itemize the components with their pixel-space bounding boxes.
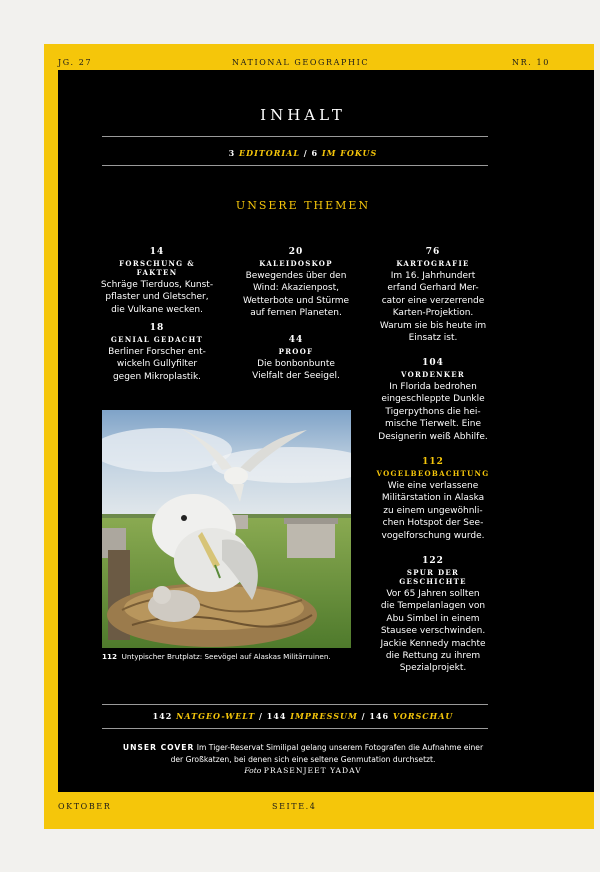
impressum-link[interactable]: IMPRESSUM [290,711,358,721]
volume-label: JG. 27 [58,58,93,67]
separator: / [303,148,308,158]
item-description: Vor 65 Jahren sollten die Tempelanlagen von Abu Simbel in einem Stausee verschwinden. Jackie Kennedy machte die Rettung zu ihrem Spezialprojekt. [380,589,486,674]
photographer-name: PRASENJEET YADAV [263,766,362,776]
item-label: KARTOGRAFIE [396,259,470,268]
separator: / [259,711,263,721]
caption-page-number: 112 [102,652,118,661]
page-number: 18 [149,323,165,333]
issue-number: NR. 10 [512,58,550,67]
cover-label: UNSER COVER [122,743,195,752]
page-number: 122 [422,556,444,566]
section-title: UNSERE THEMEN [235,199,371,212]
page-number: 104 [422,358,444,368]
item-description: Bewegendes über den Wind: Akazienpost, Wetterbote und Stürme auf fernen Planeten. [242,271,350,319]
divider [102,165,488,166]
page-number: 76 [425,247,441,257]
divider [102,136,488,137]
page-number: 144 [266,711,287,721]
toc-item-forschung[interactable] [100,247,214,316]
bottom-nav [58,711,548,721]
page-number: 14 [149,247,165,257]
seabird-nest-photo[interactable] [102,410,351,648]
item-description: Die bonbonbunte Vielfalt der Seeigel. [252,359,340,382]
cover-note [100,742,506,777]
page-label: SEITE.4 [272,802,317,811]
cover-text-line1: Im Tiger-Reservat Similipal gelang unserem Fotografen die Aufnahme einer [196,743,484,752]
item-label: GENIAL GEDACHT [110,335,204,344]
divider [102,728,488,729]
caption-text: Untypischer Brutplatz: Seevögel auf Alaskas Militärruinen. [121,652,331,661]
toc-item-vordenker[interactable] [372,358,494,443]
vorschau-link[interactable]: VORSCHAU [392,711,454,721]
page-number: 20 [288,247,304,257]
editorial-link[interactable]: EDITORIAL [239,148,300,158]
toc-item-proof[interactable] [235,335,357,383]
page-title: INHALT [260,106,346,124]
fokus-page-number: 6 [311,148,319,158]
item-label: PROOF [278,347,314,356]
item-label: VORDENKER [401,370,465,379]
divider [102,704,488,705]
page-number: 44 [288,335,304,345]
natgeo-welt-link[interactable]: NATGEO-WELT [176,711,256,721]
item-description: Schräge Tierduos, Kunst- pflaster und Gletscher, die Vulkane wecken. [100,280,214,315]
top-nav [58,148,548,158]
page-number: 112 [422,457,444,467]
foto-label: Foto [244,766,262,776]
toc-item-vogelbeobachtung[interactable] [372,457,494,542]
editorial-page-number: 3 [228,148,236,158]
im-fokus-link[interactable]: IM FOKUS [321,148,378,158]
item-description: Berliner Forscher ent- wickeln Gullyfilter gegen Mikroplastik. [108,347,206,382]
cover-text-line2: der Großkatzen, bei denen sich eine seltene Genmutation durchsetzt. [170,754,436,764]
page-number: 142 [152,711,173,721]
page-number: 146 [369,711,390,721]
item-description: Wie eine verlassene Militärstation in Alaska zu einem ungewöhnli- chen Hotspot der See- vogelforschung wurde. [381,481,485,541]
separator: / [361,711,366,721]
magazine-name: NATIONAL GEOGRAPHIC [232,58,370,67]
item-description: Im 16. Jahrhundert erfand Gerhard Mer- cator eine verzerrende Karten-Projektion. Warum sie bis heute im Einsatz ist. [379,271,487,344]
item-label: SPUR DER GESCHICHTE [399,568,467,586]
item-label: VOGELBEOBACHTUNG [376,469,490,478]
toc-item-kaleidoskop[interactable] [235,247,357,320]
toc-item-kartografie[interactable] [372,247,494,344]
item-description: In Florida bedrohen eingeschleppte Dunkle Tigerpythons die hei- mische Tierwelt. Eine Designerin weiß Abhilfe. [378,382,488,442]
month-label: OKTOBER [58,802,112,811]
toc-item-spur-der-geschichte[interactable] [372,556,494,675]
item-label: FORSCHUNG & FAKTEN [119,259,195,277]
item-label: KALEIDOSKOP [259,259,333,268]
toc-item-genial-gedacht[interactable] [100,323,214,383]
photo-caption [102,652,372,661]
